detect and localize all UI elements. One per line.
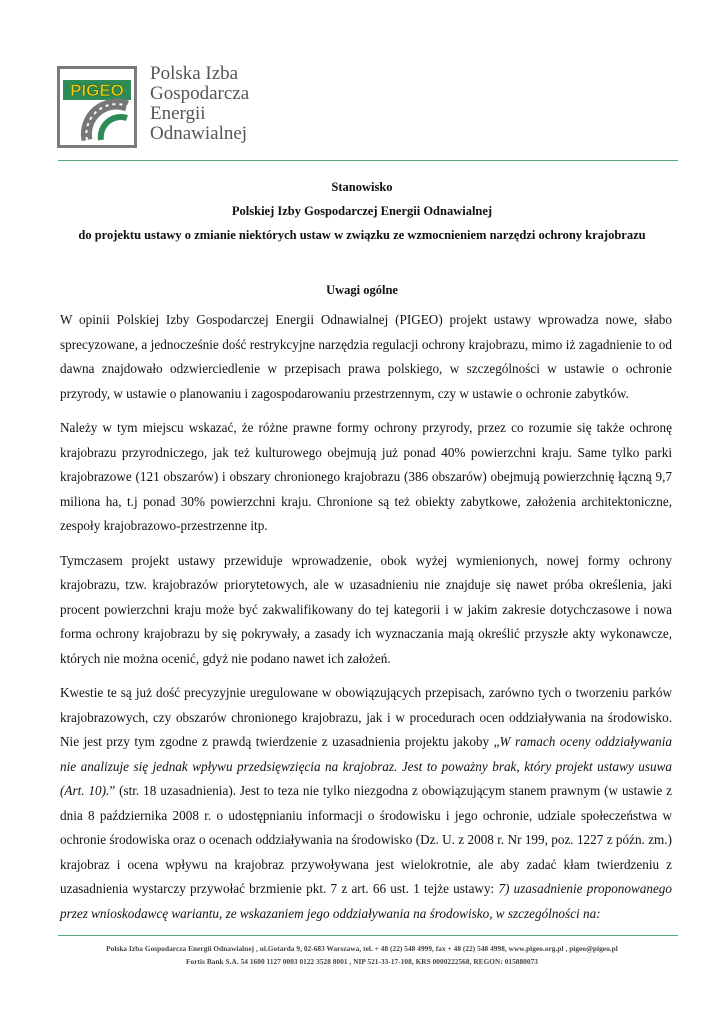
- paragraph-4-text: ” (str. 18 uzasadnienia). Jest to teza nie tylko niezgodna z obowiązującym stanem prawnym (w ustawie z dnia 8 października 2008 r. o udostępnianiu informacji o środowisku i jego ochronie, udziale społeczeństwa w ochronie środowiska oraz o ocenach oddziaływania na środowisko (Dz. U. z 2008 r. Nr 199, poz. 1227 z późn. zm.) krajobraz i ocena wpływu na krajobraz przywoływana jest wielokrotnie, ale aby zadać kłam twierdzeniu z uzasadnienia wystarczy przywołać brzmienie pkt. 7 z art. 66 ust. 1 tejże ustawy:: [60, 783, 672, 896]
- pigeo-logo: [57, 66, 137, 148]
- paragraph-4-quote: 7) uzasadnienie proponowanego przez wnioskodawcę wariantu, ze wskazaniem jego oddziaływania na środowisko, w szczególności na:: [60, 881, 672, 921]
- paragraph-4: [60, 681, 672, 926]
- logo-name-line: Polska Izba: [150, 63, 239, 84]
- pigeo-logo-mark: [57, 66, 137, 148]
- document-body: [60, 308, 672, 936]
- logo-badge-text: PIGEO: [70, 81, 124, 100]
- logo-name-line: Gospodarcza: [150, 83, 250, 104]
- header-divider: [58, 160, 678, 161]
- document-subtitle: Polskiej Izby Gospodarczej Energii Odnawialnej: [231, 204, 493, 218]
- footer-divider: [58, 935, 678, 936]
- footer-bank-details: Fortis Bank S.A. 54 1600 1127 0003 0122 3528 8001 , NIP 521-33-17-108, KRS 0000222568, REGON: 015880073: [186, 957, 538, 966]
- footer-contact: Polska Izba Gospodarcza Energii Odnawialnej , ul.Gotarda 9, 02-683 Warszawa, tel. + 48 (22) 548 4999, fax + 48 (22) 548 4998, www.pigeo.org.pl , pigeo@pigeo.pl: [106, 944, 618, 953]
- document-subject: do projektu ustawy o zmianie niektórych ustaw w związku ze wzmocnieniem narzędzi ochrony krajobrazu: [78, 228, 646, 242]
- section-title: Uwagi ogólne: [326, 283, 398, 297]
- logo-name-line: Odnawialnej: [150, 123, 248, 144]
- paragraph-4-text: Kwestie te są już dość precyzyjnie uregulowane w obowiązujących przepisach, zarówno tych o tworzeniu parków krajobrazowych, czy obszarów chronionego krajobrazu, jak i w procedurach ocen oddziaływania na środowisko. Nie jest przy tym zgodne z prawdą twierdzenie z uzasadnienia projektu jakoby „: [60, 685, 672, 749]
- paragraph-4-quote: W ramach oceny oddziaływania nie analizuje się jednak wpływu przedsięwzięcia na krajobraz. Jest to poważny brak, który projekt ustawy usuwa (Art. 10).: [60, 734, 673, 798]
- logo-organization-name: [150, 64, 249, 144]
- paragraph-3: Tymczasem projekt ustawy przewiduje wprowadzenie, obok wyżej wymienionych, nowej formy ochrony krajobrazu, tzw. krajobrazów priorytetowych, ale w uzasadnieniu nie znajduje się nawet próba określenia, jaki procent powierzchni kraju może być zakwalifikowany do tej kategorii i w jakim zakresie dotychczasowe i nowa forma ochrony krajobrazu by się pokrywały, a zasady ich wyznaczania mają określić przyszłe akty wykonawcze, których nie można ocenić, gdyż nie podano nawet ich założeń.: [60, 552, 672, 666]
- document-title: Stanowisko: [331, 180, 393, 194]
- paragraph-1: W opinii Polskiej Izby Gospodarczej Energii Odnawialnej (PIGEO) projekt ustawy wprowadza nowe, słabo sprecyzowane, a jednocześnie dość restrykcyjne narzędzia regulacji ochrony krajobrazu, mimo iż zagadnienie to od dawna znajdowało odzwierciedlenie w przepisach prawa polskiego, w szczególności w ustawie o ochronie przyrody, w ustawie o planowaniu i zagospodarowaniu przestrzennym, czy w ustawie o ochronie zabytków.: [60, 312, 672, 401]
- logo-name-line: Energii: [150, 103, 206, 124]
- paragraph-2: Należy w tym miejscu wskazać, że różne prawne formy ochrony przyrody, przez co rozumie się także ochronę krajobrazu przyrodniczego, jak też kulturowego obejmują już ponad 40% powierzchni kraju. Same tylko parki krajobrazowe (121 obszarów) i obszary chronionego krajobrazu (386 obszarów) obejmują powierzchnię łączną 9,7 miliona ha, t.j ponad 30% powierzchni kraju. Chronione są też obiekty zabytkowe, założenia architektoniczne, zespoły krajobrazowo-przestrzenne itp.: [60, 420, 672, 533]
